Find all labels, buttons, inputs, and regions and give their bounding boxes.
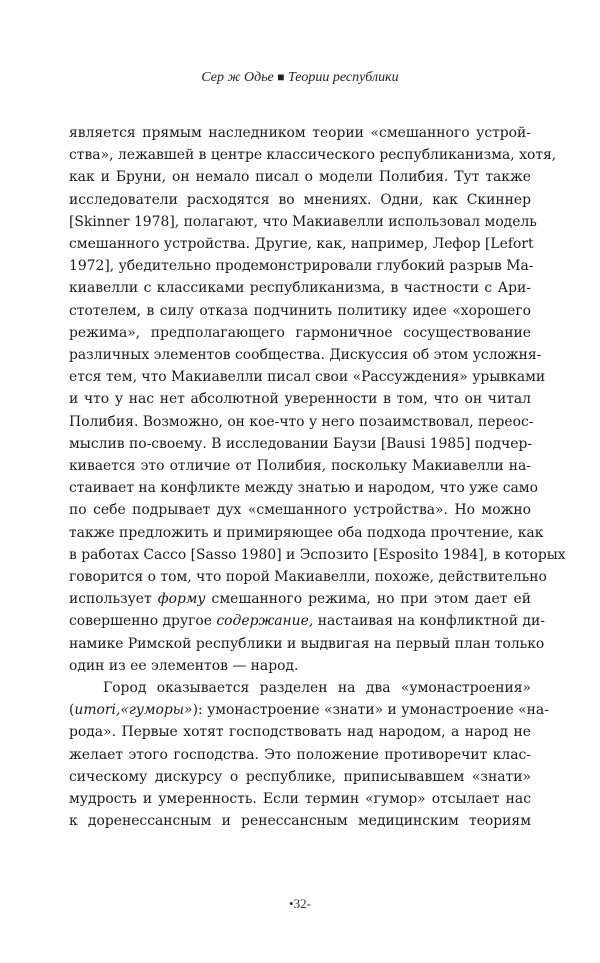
page-number: •32- [289,896,311,911]
text-line: по себе подрывает дух «смешанного устройства». Но можно [69,502,531,519]
text-run: совершенно другое [69,613,217,630]
text-line: к доренессансным и ренессансным медицинским теориям [69,813,531,830]
text-line: 1972], убедительно продемонстрировали глубокий разрыв Ма- [69,258,534,275]
text-line: стаивает на конфликте между знатью и народом, что уже само [69,480,538,497]
text-line [69,610,545,632]
text-line: говорится о том, что порой Макиавелли, похоже, действительно [69,569,547,586]
text-run: использует [69,591,158,608]
paragraph-2 [69,677,549,832]
text-line: желает этого господства. Это положение противоречит клас- [69,746,531,763]
text-line: намике Римской республики и выдвигая на первый план только [69,635,545,652]
text-line: рода». Первые хотят господствовать над народом, а народ не [69,724,531,741]
text-line [69,588,531,610]
text-line: различных элементов сообщества. Дискуссия об этом усложня- [69,347,542,364]
text-line: смешанного устройства. Другие, как, например, Лефор [Lefort [69,236,534,253]
header-title: Теории республики [288,70,399,85]
text-line: сическому дискурсу о республике, приписывавшем «знати» [69,768,531,785]
text-line: исследователи расходятся во мнениях. Одни, как Скиннер [69,191,531,208]
running-header [0,70,600,86]
text-run: смешанного режима, но при этом дает ей [205,591,531,608]
text-line: один из ее элементов — народ. [69,657,299,674]
text-line: режима», предполагающего гармоничное сосуществование [69,324,531,341]
text-run: настаивая на конфликтной ди- [313,613,545,630]
text-line: Полибия. Возможно, он кое-что у него позаимствовал, переос- [69,413,534,430]
text-line: кивается это отличие от Полибия, поскольку Макиавелли на- [69,458,531,475]
text-run: ( [69,702,75,719]
text-line: ства», лежавшей в центре классического республиканизма, хотя, [69,147,557,164]
text-line: в работах Сассо [Sasso 1980] и Эспозито [Esposito 1984], в которых [69,546,566,563]
text-line: и что у нас нет абсолютной уверенности в том, что он читал [69,391,531,408]
text-run: ): умонастроение «знати» и умонастроение «на- [192,702,549,719]
text-line: ется тем, что Макиавелли писал свои «Рассуждения» урывками [69,369,546,386]
paragraph-1 [69,122,566,677]
text-line: также предложить и примиряющее оба подхода прочтение, как [69,524,544,541]
italic-term: форму [157,591,206,608]
text-line: мудрость и умеренность. Если термин «гумор» отсылает нас [69,791,531,808]
header-separator: ■ [277,70,285,84]
text-line: как и Бруни, он немало писал о модели Полибия. Тут также [69,169,531,186]
italic-term: umori,«гуморы» [74,702,193,719]
text-line: Город оказывается разделен на два «умонастроения» [103,680,531,697]
text-line: является прямым наследником теории «смешанного устрой- [69,125,531,141]
italic-term: содержание, [216,613,314,630]
header-author: Сер ж Одье [201,70,274,85]
main-text [69,122,566,833]
text-line: стотелем, в силу отказа подчинить политику идее «хорошего [69,302,531,319]
text-line: киавелли с классиками республиканизма, в частности с Ари- [69,280,531,297]
text-line [69,699,549,721]
text-line: [Skinner 1978], полагают, что Макиавелли использовал модель [69,213,537,230]
text-line: мыслив по-своему. В исследовании Баузи [Bausi 1985] подчер- [69,435,533,452]
